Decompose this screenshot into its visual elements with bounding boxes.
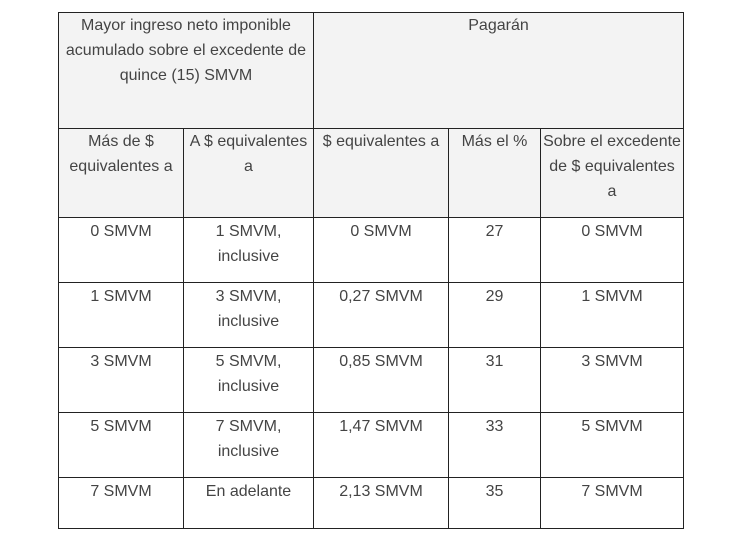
cell-fixed-amount: 1,47 SMVM: [314, 413, 449, 478]
table-header: [59, 13, 684, 218]
column-header-from: Más de $ equivalentes a: [59, 129, 184, 218]
cell-fixed-amount: 2,13 SMVM: [314, 478, 449, 529]
table-body: [59, 218, 684, 529]
cell-rate: 33: [449, 413, 541, 478]
tax-brackets-table: [58, 12, 684, 529]
cell-fixed-amount: 0 SMVM: [314, 218, 449, 283]
header-group-income: Mayor ingreso neto imponible acumulado sobre el excedente de quince (15) SMVM: [59, 13, 314, 129]
cell-to: 3 SMVM, inclusive: [184, 283, 314, 348]
cell-from: 5 SMVM: [59, 413, 184, 478]
table-row: [59, 413, 684, 478]
cell-excess-over: 7 SMVM: [541, 478, 684, 529]
cell-excess-over: 0 SMVM: [541, 218, 684, 283]
cell-rate: 29: [449, 283, 541, 348]
header-group-row: [59, 13, 684, 129]
cell-to: 1 SMVM, inclusive: [184, 218, 314, 283]
header-group-pay: Pagarán: [314, 13, 684, 129]
cell-fixed-amount: 0,27 SMVM: [314, 283, 449, 348]
cell-rate: 27: [449, 218, 541, 283]
cell-fixed-amount: 0,85 SMVM: [314, 348, 449, 413]
cell-from: 1 SMVM: [59, 283, 184, 348]
column-header-to: A $ equivalentes a: [184, 129, 314, 218]
column-header-rate: Más el %: [449, 129, 541, 218]
cell-to: En adelante: [184, 478, 314, 529]
table-row: [59, 283, 684, 348]
cell-from: 0 SMVM: [59, 218, 184, 283]
cell-from: 3 SMVM: [59, 348, 184, 413]
cell-to: 7 SMVM, inclusive: [184, 413, 314, 478]
cell-rate: 35: [449, 478, 541, 529]
cell-from: 7 SMVM: [59, 478, 184, 529]
cell-excess-over: 3 SMVM: [541, 348, 684, 413]
table-row: [59, 218, 684, 283]
cell-excess-over: 1 SMVM: [541, 283, 684, 348]
cell-rate: 31: [449, 348, 541, 413]
table-row: [59, 348, 684, 413]
column-header-excess-over: Sobre el excedente de $ equivalentes a: [541, 129, 684, 218]
column-header-fixed-amount: $ equivalentes a: [314, 129, 449, 218]
cell-to: 5 SMVM, inclusive: [184, 348, 314, 413]
header-columns-row: [59, 129, 684, 218]
table-row: [59, 478, 684, 529]
cell-excess-over: 5 SMVM: [541, 413, 684, 478]
